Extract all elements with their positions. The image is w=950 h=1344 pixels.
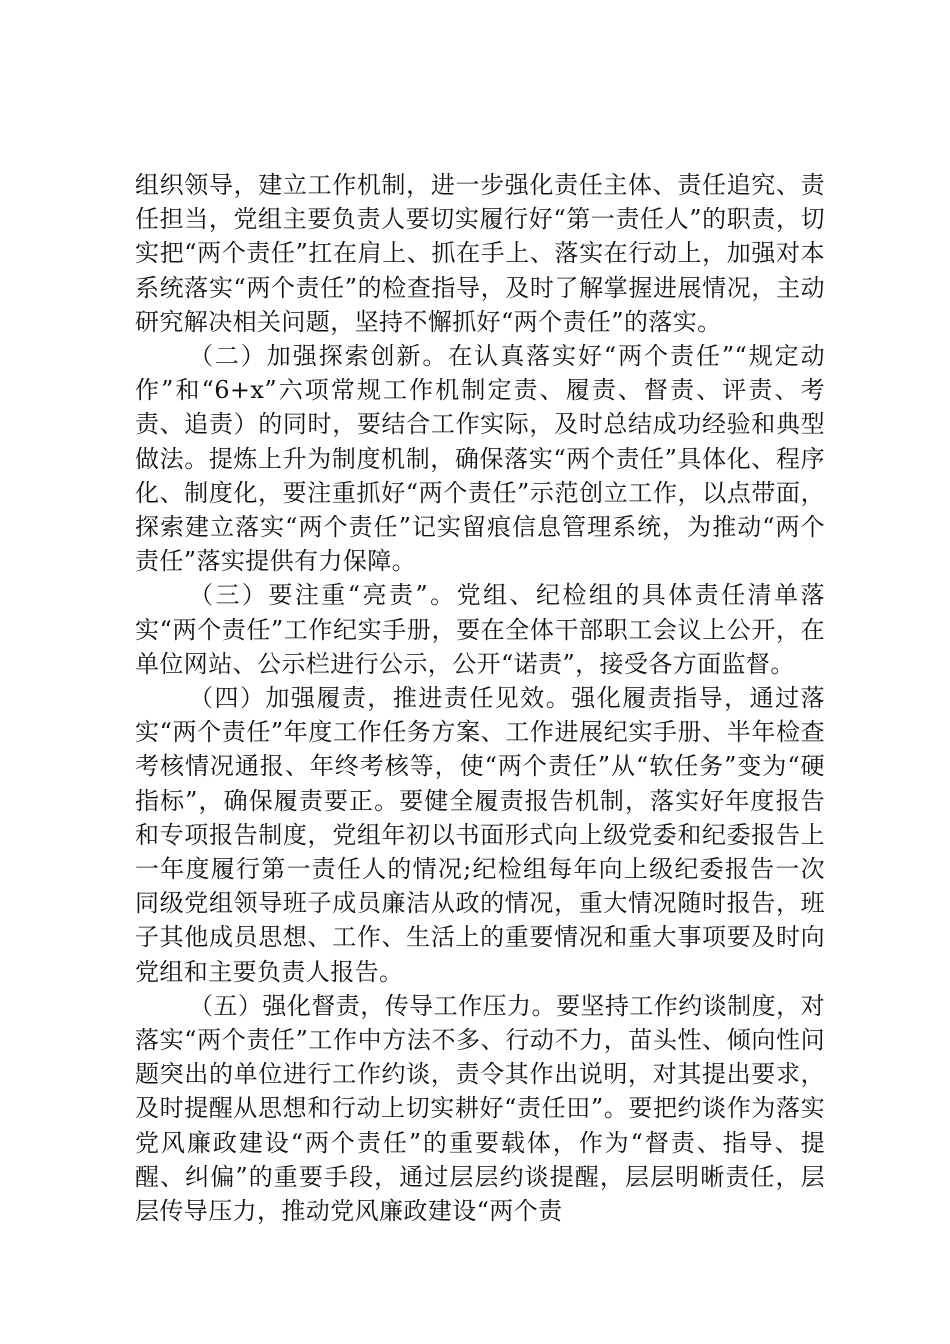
paragraph-section-4: （四）加强履责，推进责任见效。强化履责指导，通过落实“两个责任”年度工作任务方案、工作进展纪实手册、半年检查考核情况通报、年终考核等，使“两个责任”从“软任务”变为“硬指标”，确保履责要正。要健全履责报告机制，落实好年度报告和专项报告制度，党组年初以书面形式向上级党委和纪委报告上一年度履行第一责任人的情况;纪检组每年向上级纪委报告一次同级党组领导班子成员廉洁从政的情况，重大情况随时报告，班子其他成员思想、工作、生活上的重要情况和重大事项要及时向党组和主要负责人报告。 — [135, 684, 825, 986]
paragraph-section-2: （二）加强探索创新。在认真落实好“两个责任”“规定动作”和“6+x”六项常规工作机制定责、履责、督责、评责、考责、追责）的同时，要结合工作实际，及时总结成功经验和典型做法。提炼上升为制度机制，确保落实“两个责任”具体化、程序化、制度化，要注重抓好“两个责任”示范创立工作，以点带面，探索建立落实“两个责任”记实留痕信息管理系统，为推动“两个责任”落实提供有力保障。 — [135, 342, 825, 576]
paragraph-continuation: 组织领导，建立工作机制，进一步强化责任主体、责任追究、责任担当，党组主要负责人要切实履行好“第一责任人”的职责，切实把“两个责任”扛在肩上、抓在手上、落实在行动上，加强对本系统落实“两个责任”的检查指导，及时了解掌握进展情况，主动研究解决相关问题，坚持不懈抓好“两个责任”的落实。 — [135, 171, 825, 336]
paragraph-section-5: （五）强化督责，传导工作压力。要坚持工作约谈制度，对落实“两个责任”工作中方法不多、行动不力，苗头性、倾向性问题突出的单位进行工作约谈，责令其作出说明，对其提出要求，及时提醒从思想和行动上切实耕好“责任田”。要把约谈作为落实党风廉政建设“两个责任”的重要载体，作为“督责、指导、提醒、纠偏”的重要手段，通过层层约谈提醒，层层明晰责任，层层传导压力，推动党风廉政建设“两个责 — [135, 991, 825, 1226]
document-body — [135, 168, 825, 1228]
paragraph-section-3: （三）要注重“亮责”。党组、纪检组的具体责任清单落实“两个责任”工作纪实手册，要在全体干部职工会议上公开，在单位网站、公示栏进行公示，公开“诺责”，接受各方面监督。 — [135, 581, 825, 678]
